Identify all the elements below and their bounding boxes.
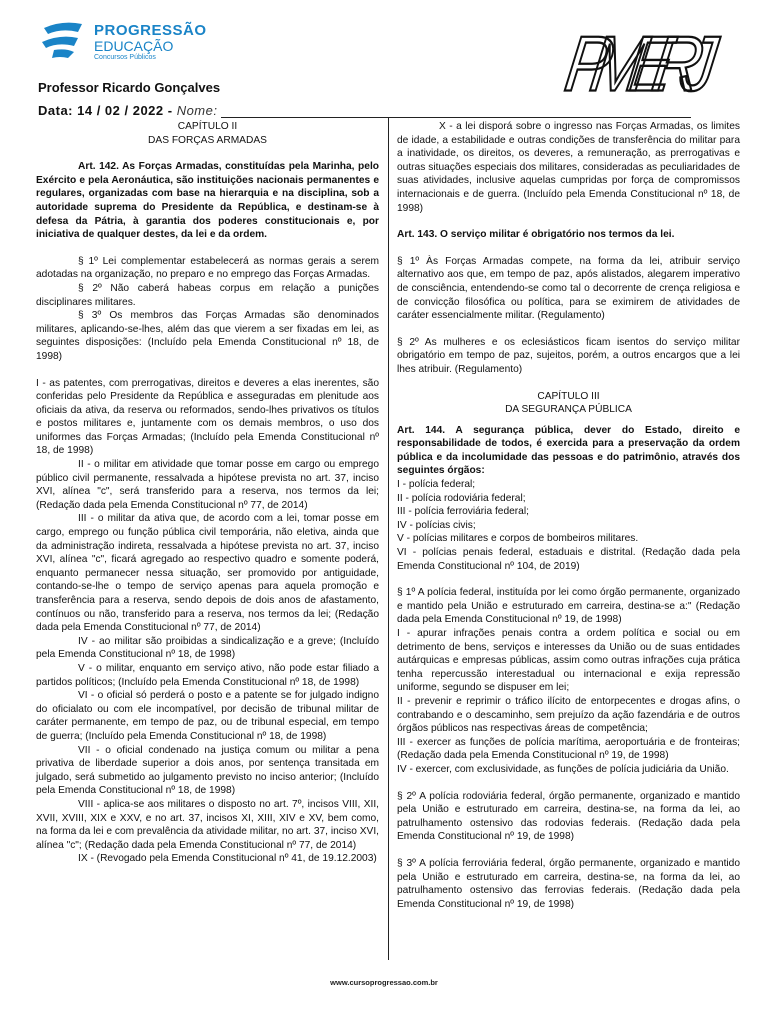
inciso-vii: VII - o oficial condenado na justiça comum ou militar a pena privativa de liberdade superior a dois anos, por sentença transitada em julgado, será submetido ao julgamento previsto no inciso anterior; (Incluído pela Emenda Constitucional nº 18, de 1998) [36,744,379,797]
list-item: IV - polícias civis; [397,519,476,531]
brand-name: PROGRESSÃO [94,22,207,39]
paragraph-144-1-iv: IV - exercer, com exclusividade, as funções de polícia judiciária da União. [397,763,729,775]
inciso-v: V - o militar, enquanto em serviço ativo, não pode estar filiado a partidos políticos; (Incluído pela Emenda Constitucional nº 18, de 1998) [36,662,379,688]
paragraph-142-1: § 1º Lei complementar estabelecerá as normas gerais a serem adotadas na organização, no preparo e no emprego das Forças Armadas. [36,255,379,281]
chapter-heading: CAPÍTULO II [177,121,238,132]
inciso-viii: VIII - aplica-se aos militares o disposto no art. 7º, incisos VIII, XII, XVII, XVIII, XIX e XXV, e no art. 37, incisos XI, XIII, XIV e XV, bem como, na forma da lei e com prevalência da atividade militar, no art. 37, inciso XVI, alínea "c"; (Redação dada pela Emenda Constitucional nº 77, de 2014) [36,798,379,851]
brand-logo [38,18,238,68]
paragraph-144-1-ii: II - prevenir e reprimir o tráfico ilícito de entorpecentes e drogas afins, o contrabando e o descaminho, sem prejuízo da ação fazendária e de outros órgãos públicos nas respectivas áreas de competência; [397,695,740,735]
inciso-ii: II - o militar em atividade que tomar posse em cargo ou emprego público civil permanente, ressalvada a hipótese prevista no art. 37, inciso XVI, alínea "c", será transferido para a reserva, nos termos da lei; (Redação dada pela Emenda Constitucional nº 77, de 2014) [36,459,379,511]
list-item: VI - polícias penais federal, estaduais e distrital. (Redação dada pela Emenda Constitucional nº 104, de 2019) [397,547,740,572]
progressao-logo-icon [38,20,86,60]
chapter-title: DAS FORÇAS ARMADAS [148,134,267,146]
page-header [0,0,768,120]
nome-blank-line [221,117,691,118]
article-142: Art. 142. As Forças Armadas, constituídas pela Marinha, pelo Exército e pela Aeronáutica, são instituições nacionais permanentes e regulares, organizadas com base na hierarquia e na disciplina, sob a autoridade suprema do Presidente da República, e destinam-se à defesa da Pátria, à garantia dos poderes constitucionais e, por iniciativa de qualquer destes, da lei e da ordem. [36,161,379,241]
inciso-x: X - a lei disporá sobre o ingresso nas Forças Armadas, os limites de idade, a estabilidade e outras condições de transferência do militar para a inatividade, os direitos, os deveres, a remuneração, as prerrogativas e outras situações especiais dos militares, consideradas as peculiaridades de suas atividades, inclusive aquelas cumpridas por força de compromissos internacionais e de guerra. (Incluído pela Emenda Constitucional nº 18, de 1998) [397,121,740,214]
paragraph-144-1-iii: III - exercer as funções de polícia marítima, aeroportuária e de fronteiras; (Redação dada pela Emenda Constitucional nº 19, de 1998) [397,736,740,762]
paragraph-143-2: § 2º As mulheres e os eclesiásticos ficam isentos do serviço militar obrigatório em tempo de paz, sujeitos, porém, a outros encargos que a lei lhes atribuir. (Regulamento) [397,336,740,375]
brand-tagline: Concursos Públicos [94,54,156,61]
article-143: Art. 143. O serviço militar é obrigatório nos termos da lei. [397,229,675,241]
paragraph-143-1: § 1º Às Forças Armadas compete, na forma da lei, atribuir serviço alternativo aos que, em tempo de paz, após alistados, alegarem imperativo de consciência, entendendo-se como tal o decorrente de crença religiosa e de convicção filosófica ou política, para se eximirem de atividades de caráter essencialmente militar. (Regulamento) [397,255,740,322]
pmerj-stamp [560,10,730,108]
inciso-vi: VI - o oficial só perderá o posto e a patente se for julgado indigno do oficialato ou com ele incompatível, por decisão de tribunal militar de caráter permanente, em tempo de paz, ou de tribunal especial, em tempo de guerra; (Incluído pela Emenda Constitucional nº 18, de 1998) [36,690,379,742]
list-item: II - polícia rodoviária federal; [397,492,526,504]
date-line [38,103,691,118]
list-item: V - polícias militares e corpos de bombeiros militares. [397,533,639,545]
inciso-i: I - as patentes, com prerrogativas, direitos e deveres a elas inerentes, são conferidas pelo Presidente da República e asseguradas em plenitude aos oficiais da ativa, da reserva ou reformados, sendo-lhes privativos os títulos e postos militares e, juntamente com os demais membros, o uso dos uniformes das Forças Armadas; (Incluído pela Emenda Constitucional nº 18, de 1998) [36,377,379,457]
right-column [397,120,740,911]
paragraph-142-3: § 3º Os membros das Forças Armadas são denominados militares, aplicando-se-lhes, além das que vierem a ser fixadas em lei, as seguintes disposições: (Incluído pela Emenda Constitucional nº 18, de 1998) [36,310,379,362]
footer-url: www.cursoprogressao.com.br [330,978,438,987]
inciso-ix: IX - (Revogado pela Emenda Constitucional nº 41, de 19.12.2003) [78,853,377,865]
paragraph-144-3: § 3º A polícia ferroviária federal, órgão permanente, organizado e mantido pela União e estruturado em carreira, destina-se, na forma da lei, ao patrulhamento ostensivo das ferrovias federais. (Redação dada pela Emenda Constitucional nº 19, de 1998) [397,857,740,910]
nome-label: Nome: [176,103,218,118]
list-item: I - polícia federal; [397,479,476,491]
chapter-title-iii: DA SEGURANÇA PÚBLICA [505,404,632,416]
brand-subname: EDUCAÇÃO [94,38,174,54]
pmerj-text: PMERJ [560,19,723,108]
column-divider [388,118,389,960]
paragraph-144-2: § 2º A polícia rodoviária federal, órgão permanente, organizado e mantido pela União e estruturado em carreira, destina-se, na forma da lei, ao patrulhamento ostensivo das rodovias federais. (Redação dada pela Emenda Constitucional nº 19, de 1998) [397,790,740,843]
list-item: III - polícia ferroviária federal; [397,506,529,518]
paragraph-142-2: § 2º Não caberá habeas corpus em relação a punições disciplinares militares. [36,282,379,308]
article-144: Art. 144. A segurança pública, dever do Estado, direito e responsabilidade de todos, é exercida para a preservação da ordem pública e da incolumidade das pessoas e do patrimônio, através dos seguintes órgãos: [397,424,740,477]
paragraph-144-1-i: I - apurar infrações penais contra a ordem política e social ou em detrimento de bens, serviços e interesses da União ou de suas entidades autárquicas e empresas públicas, assim como outras infrações cuja prática tenha repercussão interestadual ou internacional e exija repressão uniforme, segundo se dispuser em lei; [397,628,740,694]
paragraph-144-1: § 1º A polícia federal, instituída por lei como órgão permanente, organizado e mantido pela União e estruturado em carreira, destina-se a:" (Redação dada pela Emenda Constitucional nº 19, de 1998) [397,587,740,626]
inciso-iii: III - o militar da ativa que, de acordo com a lei, tomar posse em cargo, emprego ou função pública civil temporária, não eletiva, ainda que da administração indireta, ressalvada a hipótese prevista no art. 37, inciso XVI, alínea "c", ficará agregado ao respectivo quadro e somente poderá, enquanto permanecer nessa situação, ser promovido por antiguidade, contando-se-lhe o tempo de serviço apenas para aquela promoção e transferência para a reserva, sendo depois de dois anos de afastamento, contínuos ou não, transferido para a reserva, nos termos da lei; (Redação dada pela Emenda Constitucional nº 77, de 2014) [36,513,379,634]
chapter-heading-iii: CAPÍTULO III [537,390,600,402]
date-label: Data: 14 / 02 / 2022 - [38,103,177,118]
left-column [36,120,379,866]
inciso-iv: IV - ao militar são proibidas a sindicalização e a greve; (Incluído pela Emenda Constitucional nº 18, de 1998) [36,635,379,661]
professor-name: Professor Ricardo Gonçalves [38,80,221,95]
